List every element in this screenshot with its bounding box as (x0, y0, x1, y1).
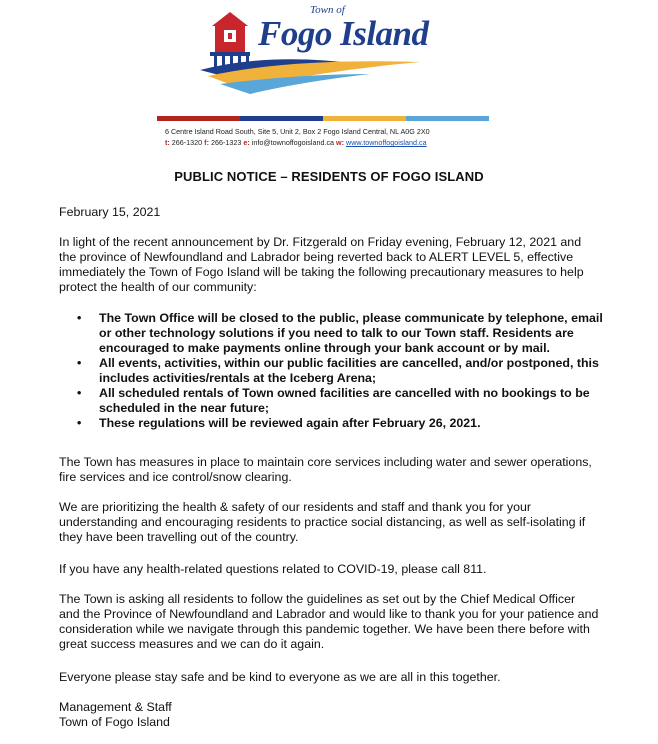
phone-label: t: (165, 138, 170, 147)
list-item-text: The Town Office will be closed to the public, please communicate by telephone, email or other technology solutions if you need to talk to our Town staff. Residents are encouraged to make payments online through your bank account or by mail. (99, 311, 603, 355)
list-item (59, 416, 604, 431)
letterhead-contact-line (165, 138, 427, 147)
web-label: w: (336, 138, 345, 147)
website-link[interactable]: www.townoffogoisland.ca (346, 138, 427, 147)
list-item (59, 356, 604, 386)
logo-town-of-text: Town of (310, 4, 345, 16)
services-paragraph: The Town has measures in place to maintain core services including water and sewer operations, fire services and ice control/snow clearing. (59, 455, 592, 484)
intro-paragraph: In light of the recent announcement by Dr. Fitzgerald on Friday evening, February 12, 2021 and the province of Newfoundland and Labrador being reverted back to ALERT LEVEL 5, effective immediately the Town of Fogo Island will be taking the following precautionary measures to help protect the health of our community: (59, 235, 584, 294)
signature-line-2: Town of Fogo Island (59, 715, 170, 729)
letterhead-address: 6 Centre Island Road South, Site 5, Unit 2, Box 2 Fogo Island Central, NL A0G 2X0 (165, 127, 430, 136)
guidelines-paragraph: The Town is asking all residents to follow the guidelines as set out by the Chief Medical Officer and the Province of Newfoundland and Labrador and would like to thank you for your patience and consideration while we navigate through this pandemic together. We have been there before with great success measures and we can do it again. (59, 592, 599, 651)
measures-list (59, 311, 604, 431)
email-address[interactable]: info@townoffogoisland.ca (251, 138, 335, 147)
safety-paragraph: We are prioritizing the health & safety of our residents and staff and thank you for your understanding and encouraging residents to practice social distancing, as well as self-isolating if they have been travelling out of the country. (59, 500, 586, 544)
fax-number: 266-1323 (210, 138, 242, 147)
notice-title: PUBLIC NOTICE – RESIDENTS OF FOGO ISLAND (174, 169, 484, 184)
letterhead-color-bar (157, 116, 489, 121)
bullet-icon: • (77, 386, 82, 400)
phone-number: 266-1320 (171, 138, 203, 147)
list-item (59, 311, 604, 356)
email-label: e: (243, 138, 250, 147)
list-item-text: These regulations will be reviewed again after February 26, 2021. (99, 416, 481, 430)
signature-line-1: Management & Staff (59, 700, 172, 714)
list-item-text: All scheduled rentals of Town owned facilities are cancelled with no bookings to be scheduled in the near future; (99, 386, 590, 415)
bullet-icon: • (77, 356, 82, 370)
bullet-icon: • (77, 416, 82, 430)
logo-brand-name: Fogo Island (258, 14, 429, 53)
closing-paragraph: Everyone please stay safe and be kind to everyone as we are all in this together. (59, 670, 501, 684)
health-paragraph: If you have any health-related questions related to COVID-19, please call 811. (59, 562, 487, 576)
list-item (59, 386, 604, 416)
notice-date: February 15, 2021 (59, 205, 161, 219)
bullet-icon: • (77, 311, 82, 325)
list-item-text: All events, activities, within our public facilities are cancelled, and/or postponed, this includes activities/rentals at the Iceberg Arena; (99, 356, 599, 385)
fax-label: f: (204, 138, 209, 147)
